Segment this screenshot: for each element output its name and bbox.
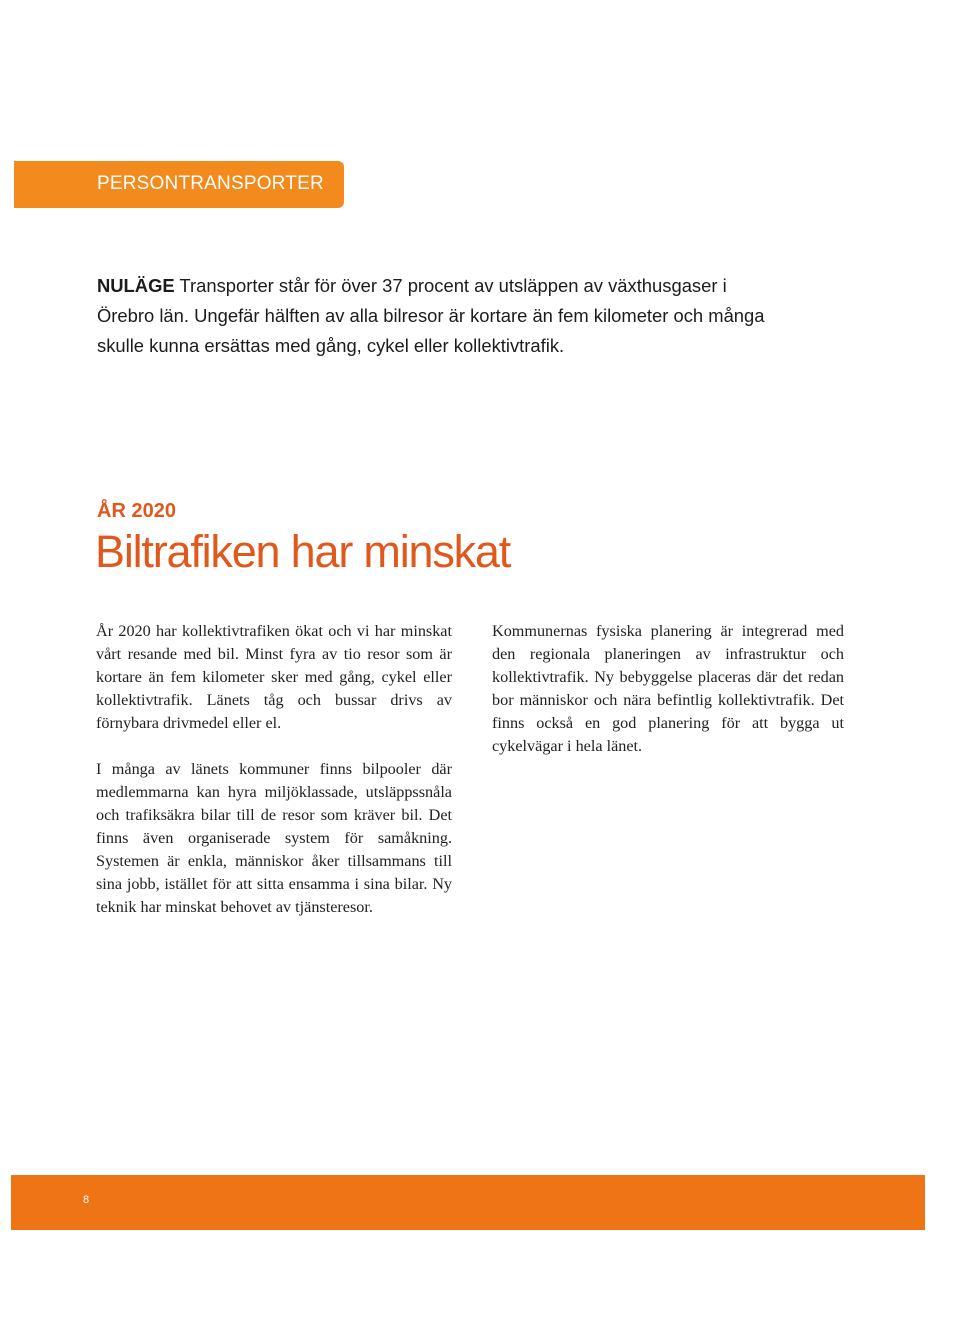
section-title: PERSONTRANSPORTER [97,173,324,194]
section-banner [14,161,344,208]
year-label: ÅR 2020 [97,500,176,522]
body-paragraph: I många av länets kommuner finns bilpooler där medlemmarna kan hyra miljöklassade, utsläppssnåla och trafiksäkra bilar till de resor som kräver bil. Det finns även organiserade system för samåkning. Systemen är enkla, människor åker tillsammans till sina jobb, istället för att sitta ensamma i sina bilar. Ny teknik har minskat behovet av tjänsteresor. [96,760,452,916]
footer-band [11,1175,925,1230]
body-paragraph: År 2020 har kollektivtrafiken ökat och vi har minskat vårt resande med bil. Minst fyra av tio resor som är kortare än fem kilometer sker med gång, cykel eller kollektivtrafik. Länets tåg och bussar drivs av förnybara drivmedel eller el. [96,622,452,732]
body-column-right [492,620,844,781]
intro-text: Transporter står för över 37 procent av utsläppen av växthusgaser i Örebro län. Ungefär hälften av alla bilresor är kortare än fem kilometer och många skulle kunna ersättas med gång, cykel eller kollektivtrafik. [97,275,765,356]
body-paragraph: Kommunernas fysiska planering är integrerad med den regionala planeringen av infrastruktur och kollektivtrafik. Ny bebyggelse placeras där det redan bor människor och nära befintlig kollektivtrafik. Det finns också en god planering för att bygga ut cykelvägar i hela länet. [492,622,844,755]
intro-lead: NULÄGE [97,275,175,296]
body-column-left [96,620,452,942]
page-headline: Biltrafiken har minskat [95,526,511,577]
intro-paragraph [97,271,777,361]
page-number: 8 [83,1194,90,1206]
